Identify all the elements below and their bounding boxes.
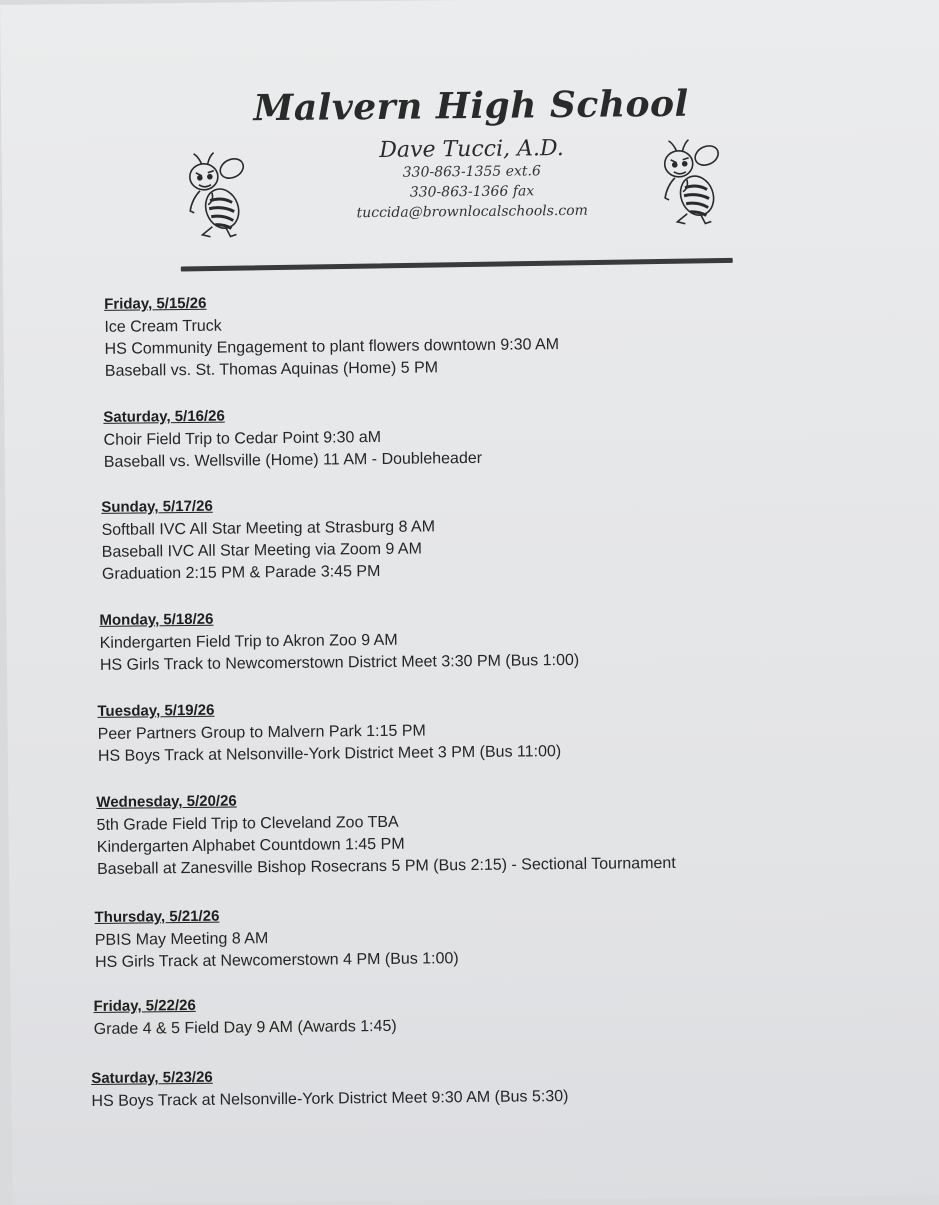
bee-mascot-icon — [182, 150, 251, 239]
day-block — [91, 1063, 568, 1113]
event-line: Baseball at Zanesville Bishop Rosecrans 5 PM (Bus 2:15) - Sectional Tournament — [96, 854, 676, 878]
event-line: Ice Cream Truck — [104, 317, 222, 336]
event-line: Choir Field Trip to Cedar Point 9:30 aM — [103, 428, 382, 449]
event-line: Kindergarten Field Trip to Akron Zoo 9 AM — [99, 631, 398, 652]
day-date: Wednesday, 5/20/26 — [96, 792, 237, 811]
fax-number: 330-863-1366 fax — [409, 183, 535, 201]
day-block — [97, 696, 561, 768]
day-block — [96, 786, 676, 881]
athletic-director: Dave Tucci, A.D. — [379, 136, 564, 163]
event-line: Baseball IVC All Star Meeting via Zoom 9 AM — [101, 540, 422, 561]
day-block — [99, 605, 579, 677]
school-name: Malvern High School — [253, 82, 689, 130]
day-block — [103, 403, 482, 474]
event-line: Softball IVC All Star Meeting at Strasburg 8 AM — [101, 518, 436, 539]
phone-number: 330-863-1355 ext.6 — [402, 163, 541, 181]
header-divider — [181, 258, 733, 272]
event-line: HS Community Engagement to plant flowers downtown 9:30 AM — [104, 336, 560, 358]
event-line: HS Girls Track to Newcomerstown District Meet 3:30 PM (Bus 1:00) — [99, 651, 580, 674]
event-line: Peer Partners Group to Malvern Park 1:15 PM — [97, 722, 426, 743]
event-line: Baseball vs. St. Thomas Aquinas (Home) 5 PM — [104, 359, 439, 380]
event-line: 5th Grade Field Trip to Cleveland Zoo TBA — [96, 813, 399, 834]
day-date: Thursday, 5/21/26 — [94, 907, 220, 926]
day-date: Monday, 5/18/26 — [99, 610, 214, 629]
event-line: Grade 4 & 5 Field Day 9 AM (Awards 1:45) — [93, 1017, 397, 1038]
day-date: Friday, 5/22/26 — [93, 996, 196, 1015]
day-date: Sunday, 5/17/26 — [101, 497, 213, 516]
day-block — [93, 993, 396, 1041]
event-line: HS Boys Track at Nelsonville-York District Meet 9:30 AM (Bus 5:30) — [91, 1088, 569, 1111]
bee-mascot-icon — [656, 137, 725, 226]
day-date: Saturday, 5/16/26 — [103, 407, 225, 426]
event-line: Graduation 2:15 PM & Parade 3:45 PM — [101, 562, 381, 583]
day-date: Friday, 5/15/26 — [104, 294, 207, 313]
day-block — [94, 903, 458, 974]
event-line: HS Boys Track at Nelsonville-York District Meet 3 PM (Bus 11:00) — [97, 743, 562, 765]
day-date: Tuesday, 5/19/26 — [97, 701, 215, 720]
day-date: Saturday, 5/23/26 — [91, 1068, 213, 1088]
email-address: tuccida@brownlocalschools.com — [356, 202, 588, 222]
day-block — [101, 493, 435, 585]
event-line: Kindergarten Alphabet Countdown 1:45 PM — [96, 835, 405, 856]
event-line: Baseball vs. Wellsville (Home) 11 AM - Doubleheader — [103, 449, 483, 471]
day-block — [104, 289, 559, 383]
event-line: HS Girls Track at Newcomerstown 4 PM (Bus 1:00) — [94, 950, 459, 971]
event-line: PBIS May Meeting 8 AM — [94, 930, 269, 949]
